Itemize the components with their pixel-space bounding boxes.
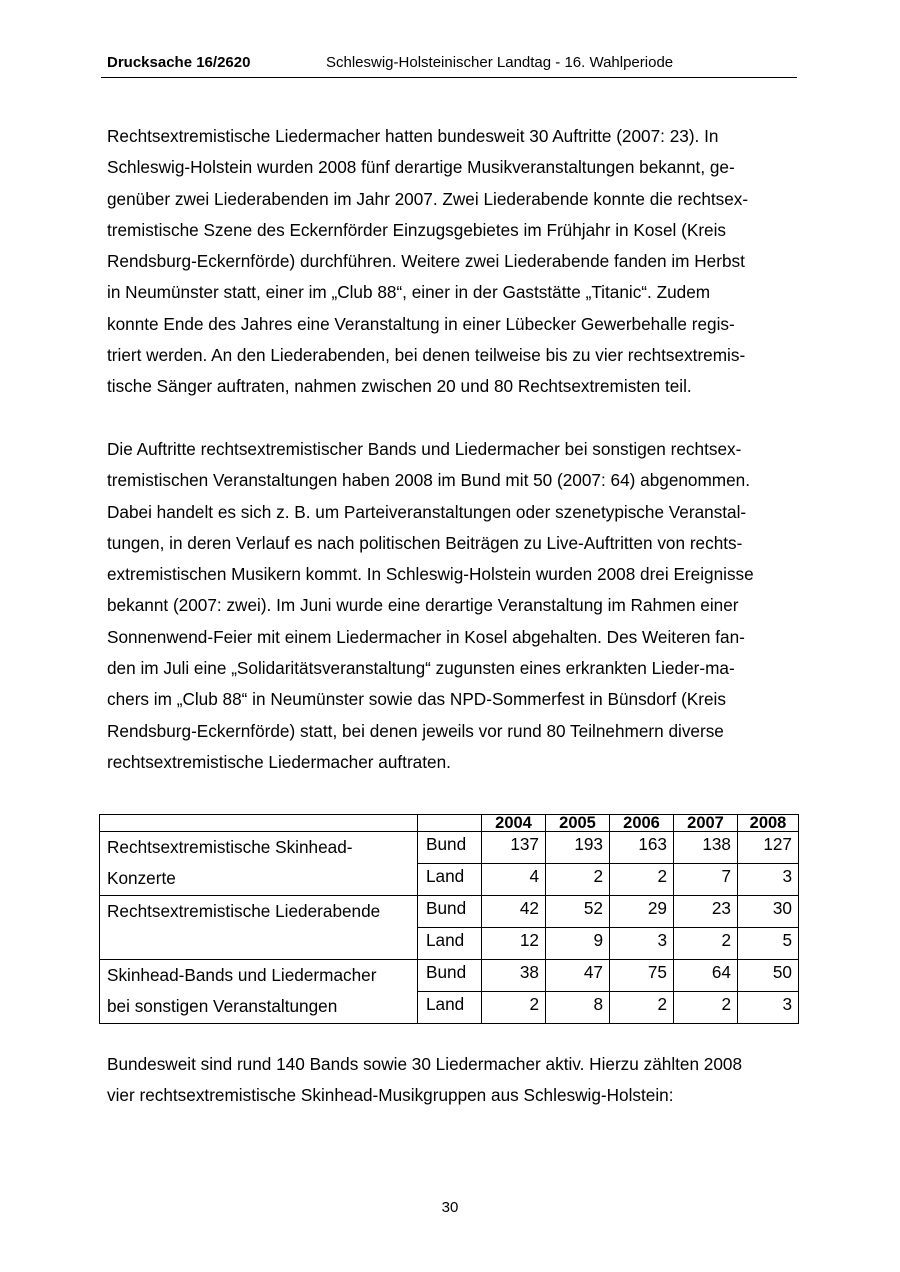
- year-header: 2006: [610, 815, 674, 832]
- text-line: Schleswig-Holstein wurden 2008 fünf derartige Musikveranstaltungen bekannt, ge-: [107, 157, 735, 178]
- text-line: in Neumünster statt, einer im „Club 88“, einer in der Gaststätte „Titanic“. Zudem: [107, 282, 711, 303]
- value-cell: 3: [610, 928, 674, 960]
- year-header: 2007: [674, 815, 738, 832]
- year-header: 2004: [482, 815, 546, 832]
- table-row: [100, 960, 799, 992]
- level-cell: Land: [418, 864, 482, 896]
- value-cell: 12: [482, 928, 546, 960]
- text-line: triert werden. An den Liederabenden, bei denen teilweise bis zu vier rechtsextremis-: [107, 345, 746, 366]
- value-cell: 137: [482, 832, 546, 864]
- table-header-row: [100, 815, 799, 832]
- value-cell: 42: [482, 896, 546, 928]
- category-label-line: Konzerte: [107, 868, 176, 888]
- value-cell: 64: [674, 960, 738, 992]
- value-cell: 127: [738, 832, 799, 864]
- level-cell: Bund: [418, 960, 482, 992]
- table-row: [100, 832, 799, 864]
- value-cell: 2: [674, 992, 738, 1024]
- text-line: genüber zwei Liederabenden im Jahr 2007. Zwei Liederabende konnte die rechtsex-: [107, 188, 749, 209]
- value-cell: 9: [546, 928, 610, 960]
- text-line: den im Juli eine „Solidaritätsveranstaltung“ zugunsten eines erkrankten Lieder-ma-: [107, 658, 735, 679]
- category-label-line: Rechtsextremistische Skinhead-: [107, 837, 353, 857]
- text-line: Rendsburg-Eckernförde) statt, bei denen jeweils vor rund 80 Teilnehmern diverse: [107, 720, 724, 741]
- level-cell: Land: [418, 992, 482, 1024]
- value-cell: 75: [610, 960, 674, 992]
- category-cell: [100, 896, 418, 960]
- text-line: Bundesweit sind rund 140 Bands sowie 30 Liedermacher aktiv. Hierzu zählten 2008: [107, 1054, 743, 1074]
- value-cell: 7: [674, 864, 738, 896]
- text-line: chers im „Club 88“ in Neumünster sowie das NPD-Sommerfest in Bünsdorf (Kreis: [107, 689, 726, 710]
- value-cell: 2: [482, 992, 546, 1024]
- text-line: vier rechtsextremistische Skinhead-Musikgruppen aus Schleswig-Holstein:: [107, 1085, 674, 1106]
- value-cell: 50: [738, 960, 799, 992]
- text-line: Sonnenwend-Feier mit einem Liedermacher in Kosel abgehalten. Des Weiteren fan-: [107, 626, 745, 647]
- text-line: extremistischen Musikern kommt. In Schleswig-Holstein wurden 2008 drei Ereignisse: [107, 564, 754, 585]
- value-cell: 193: [546, 832, 610, 864]
- statistics-table: [99, 814, 799, 1024]
- category-label-line: bei sonstigen Veranstaltungen: [107, 996, 338, 1016]
- value-cell: 163: [610, 832, 674, 864]
- value-cell: 38: [482, 960, 546, 992]
- value-cell: 2: [674, 928, 738, 960]
- year-header: 2005: [546, 815, 610, 832]
- level-cell: Bund: [418, 832, 482, 864]
- value-cell: 2: [610, 992, 674, 1024]
- category-label-line: Skinhead-Bands und Liedermacher: [107, 965, 377, 985]
- table-row: [100, 896, 799, 928]
- category-cell: [100, 960, 418, 1024]
- value-cell: 29: [610, 896, 674, 928]
- text-line: tische Sänger auftraten, nahmen zwischen 20 und 80 Rechtsextremisten teil.: [107, 376, 692, 397]
- text-line: Dabei handelt es sich z. B. um Parteiveranstaltungen oder szenetypische Veranstal-: [107, 501, 747, 522]
- text-line: tremistische Szene des Eckernförder Einzugsgebietes im Frühjahr in Kosel (Kreis: [107, 219, 727, 240]
- paragraph-sonstige-veranstaltungen: [107, 434, 797, 778]
- page-header: [101, 53, 797, 78]
- value-cell: 52: [546, 896, 610, 928]
- value-cell: 5: [738, 928, 799, 960]
- document-number: Drucksache 16/2620: [107, 54, 251, 71]
- header-empty-cell: [100, 815, 418, 832]
- value-cell: 3: [738, 992, 799, 1024]
- value-cell: 2: [546, 864, 610, 896]
- header-empty-cell: [418, 815, 482, 832]
- text-line: Rendsburg-Eckernförde) durchführen. Weitere zwei Liederabende fanden im Herbst: [107, 251, 745, 272]
- text-line: konnte Ende des Jahres eine Veranstaltung in einer Lübecker Gewerbehalle regis-: [107, 313, 735, 334]
- value-cell: 2: [610, 864, 674, 896]
- level-cell: Land: [418, 928, 482, 960]
- category-label-line: Rechtsextremistische Liederabende: [107, 901, 381, 921]
- value-cell: 47: [546, 960, 610, 992]
- paragraph-bands-aktiv: [107, 1049, 797, 1112]
- text-line: Die Auftritte rechtsextremistischer Bands und Liedermacher bei sonstigen rechtsex-: [107, 439, 742, 459]
- value-cell: 4: [482, 864, 546, 896]
- text-line: bekannt (2007: zwei). Im Juni wurde eine derartige Veranstaltung im Rahmen einer: [107, 595, 739, 616]
- level-cell: Bund: [418, 896, 482, 928]
- parliament-title: Schleswig-Holsteinischer Landtag - 16. Wahlperiode: [326, 54, 674, 71]
- text-line: Rechtsextremistische Liedermacher hatten bundesweit 30 Auftritte (2007: 23). In: [107, 126, 719, 146]
- year-header: 2008: [738, 815, 799, 832]
- value-cell: 8: [546, 992, 610, 1024]
- category-cell: [100, 832, 418, 896]
- value-cell: 138: [674, 832, 738, 864]
- text-line: tungen, in deren Verlauf es nach politischen Beiträgen zu Live-Auftritten von rechts-: [107, 532, 743, 553]
- page-number: 30: [441, 1199, 459, 1216]
- value-cell: 23: [674, 896, 738, 928]
- paragraph-liederabende: [107, 121, 797, 403]
- value-cell: 3: [738, 864, 799, 896]
- value-cell: 30: [738, 896, 799, 928]
- text-line: rechtsextremistische Liedermacher auftraten.: [107, 751, 451, 772]
- text-line: tremistischen Veranstaltungen haben 2008 im Bund mit 50 (2007: 64) abgenommen.: [107, 470, 751, 491]
